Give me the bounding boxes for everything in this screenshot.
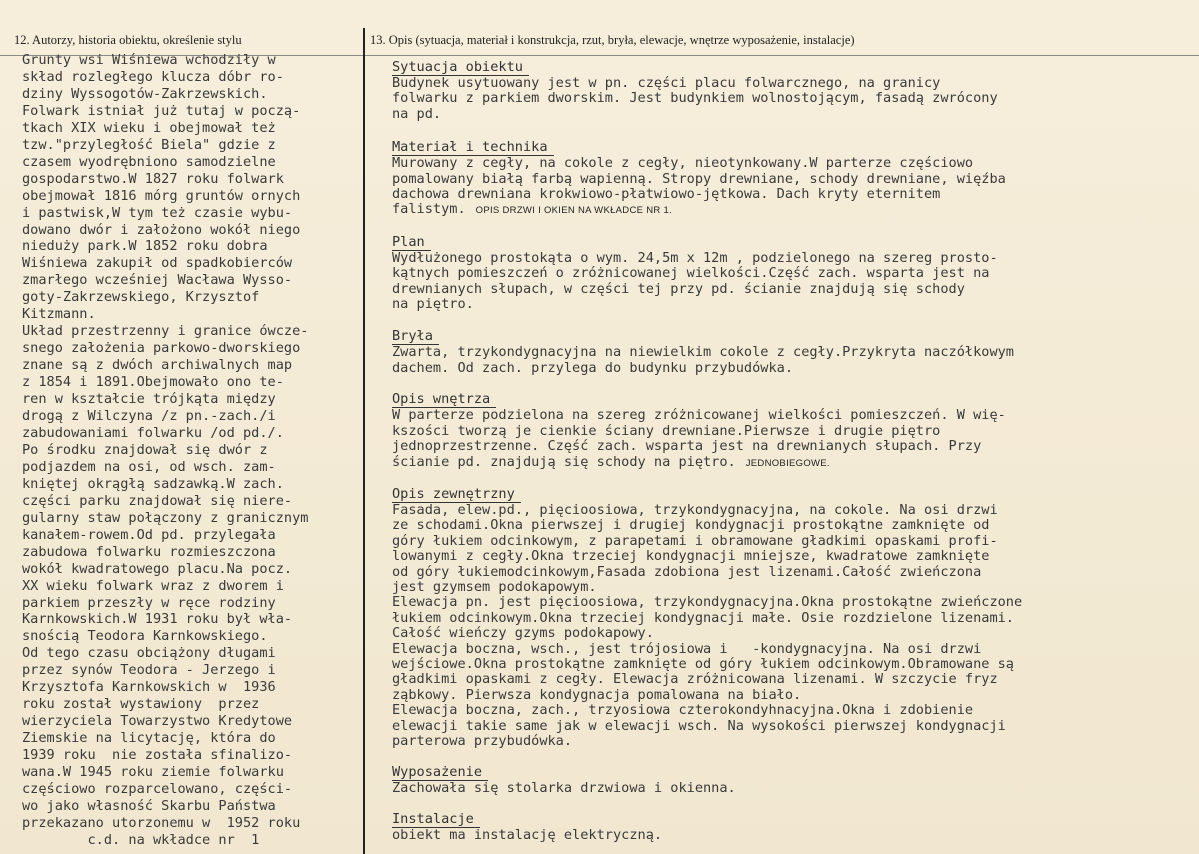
section-line — [392, 439, 1192, 454]
section-3 — [392, 325, 1192, 376]
section-line-text: gładkimi opaskami z cegły. Elewacja zróżnicowana lizenami. W szczycie fryz — [392, 671, 998, 688]
section-line — [392, 345, 1192, 360]
history-line: Kitzmann. — [22, 306, 96, 323]
history-line: części parku znajdował się niere- — [22, 492, 293, 509]
section-body — [392, 251, 1192, 313]
history-line: XX wieku folwark wraz z dworem i — [22, 577, 284, 594]
section-line-text: wejściowe.Okna prostokątne zamknięte od góry łukiem odcinkowym.Obramowane są — [392, 655, 1014, 672]
history-line: wo jako własność Skarbu Państwa — [22, 797, 276, 814]
section-line-text: kątnych pomieszczeń o zróżnicowanej wielkości.Część zach. wsparta jest na — [392, 265, 990, 282]
section-title: Sytuacja obiektu — [392, 60, 529, 76]
section-title: Materiał i technika — [392, 140, 554, 156]
section-line — [392, 626, 1192, 641]
section-line — [392, 734, 1192, 749]
section-line — [392, 202, 1192, 218]
section-line — [392, 187, 1192, 202]
history-line: zmarłego wcześniej Wacława Wysso- — [22, 272, 293, 289]
section-line — [392, 534, 1192, 549]
history-line: Po środku znajdował się dwór z — [22, 441, 268, 458]
section-title: Bryła — [392, 329, 439, 345]
section-7 — [392, 808, 1192, 843]
history-line: Karnkowskich.W 1931 roku był wła- — [22, 611, 293, 628]
history-line: gularny staw połączony z granicznym — [22, 509, 309, 526]
section-2 — [392, 231, 1192, 313]
section-body — [392, 156, 1192, 219]
history-line: tzw."przyległość Biela" gdzie z — [22, 136, 276, 153]
section-line-text: pomalowany białą farbą wapienną. Stropy drewniane, schody drewniane, więźba — [392, 170, 1006, 187]
section-line — [392, 828, 1192, 843]
section-line-text: W parterze podzielona na szereg zróżnicowanej wielkości pomieszczeń. W wię- — [392, 407, 1006, 424]
section-line-text: Całość wieńczy gzyms podokapowy. — [392, 625, 654, 642]
section-line-text: Zachowała się stolarka drzwiowa i okienna. — [392, 780, 736, 797]
handwritten-note: JEDNOBIEGOWE. — [745, 457, 830, 469]
section-line-text: ze schodami.Okna pierwszej i drugiej kondygnacji prostokątne zamknięte od — [392, 517, 990, 534]
section-line — [392, 76, 1192, 91]
section-line-text: Murowany z cegły, na cokole z cegły, nieotynkowany.W parterze częściowo — [392, 155, 974, 172]
section-line-text: góry łukiem odcinkowym, z parapetami i obramowane gładkimi opaskami profi- — [392, 532, 998, 549]
section-title: Wyposażenie — [392, 765, 488, 781]
section-line-text: dachowa drewniana krokwiowo-płatwiowo-jętkowa. Dach kryty eternitem — [392, 186, 941, 203]
history-line: przekazano utorzonemu w 1952 roku — [22, 814, 301, 831]
section-line — [392, 91, 1192, 106]
section-line — [392, 172, 1192, 187]
history-line: kanałem-rowem.Od pd. przylegała — [22, 526, 276, 543]
section-line-text: Budynek usytuowany jest w pn. części placu folwarcznego, na granicy — [392, 75, 941, 91]
field-12-header: 12. Autorzy, historia obiektu, określenie stylu — [14, 33, 242, 47]
section-line-text: dachem. Od zach. przylega do budynku przybudówka. — [392, 359, 794, 376]
section-line — [392, 503, 1192, 518]
section-line-text: od góry łukiemodcinkowym,Fasada zdobiona jest lizenami.Całość zwieńczona — [392, 563, 982, 580]
history-line: wana.W 1945 roku ziemie folwarku — [22, 764, 284, 781]
section-4 — [392, 388, 1192, 471]
history-line: gospodarstwo.W 1827 roku folwark — [22, 170, 284, 187]
section-line-text: elewacji takie same jak w elewacji wsch. Na wysokości pierwszej kondygnacji — [392, 717, 1006, 734]
section-line — [392, 688, 1192, 703]
section-body — [392, 345, 1192, 376]
handwritten-note: OPIS DRZWI I OKIEN NA WKŁADCE NR 1. — [475, 205, 672, 217]
section-line-text: ścianie pd. znajdują się schody na piętro. — [392, 453, 736, 470]
section-line — [392, 781, 1192, 796]
section-line-text: Elewacja boczna, wsch., jest trójosiowa i -kondygnacyjna. Na osi drzwi — [392, 640, 982, 657]
history-line: goty-Zakrzewskiego, Krzysztof — [22, 289, 260, 306]
history-line: Folwark istniał już tutaj w począ- — [22, 102, 301, 119]
history-line: drogą z Wilczyna /z pn.-zach./i — [22, 408, 276, 425]
history-line: snego założenia parkowo-dworskiego — [22, 340, 301, 357]
section-line — [392, 657, 1192, 672]
section-body — [392, 408, 1192, 471]
section-0 — [392, 56, 1192, 122]
history-line: dowano dwór i założono wokół niego — [22, 221, 301, 238]
history-line: wierzyciela Towarzystwo Kredytowe — [22, 713, 293, 730]
section-body — [392, 781, 1192, 796]
history-line: przez synów Teodora - Jerzego i — [22, 662, 276, 679]
section-5 — [392, 483, 1192, 750]
section-line — [392, 424, 1192, 439]
history-text-column — [22, 52, 362, 849]
section-line-text: na pd. — [392, 105, 442, 122]
section-body — [392, 76, 1192, 122]
section-line — [392, 282, 1192, 297]
section-title: Instalacje — [392, 812, 480, 828]
history-line: kniętej okrągłą sadzawką.W zach. — [22, 475, 284, 492]
history-line: z 1854 i 1891.Obejmowało ono te- — [22, 374, 284, 391]
section-line — [392, 107, 1192, 122]
section-line — [392, 642, 1192, 657]
section-line — [392, 549, 1192, 564]
section-line — [392, 580, 1192, 595]
section-title: Plan — [392, 235, 431, 251]
field-13-header: 13. Opis (sytuacja, materiał i konstrukcja, rzut, bryła, elewacje, wnętrze wyposażenie, instalacje) — [370, 33, 855, 47]
section-line-text: ząbkowy. Pierwsza kondygnacja pomalowana na biało. — [392, 686, 802, 703]
section-line-text: obiekt ma instalację elektryczną. — [392, 826, 663, 843]
section-line — [392, 518, 1192, 533]
section-line-text: na piętro. — [392, 296, 474, 313]
section-line-text: łukiem odcinkowym.Okna trzeciej kondygnacji małe. Osie rozdzielone lizenami. — [392, 609, 1014, 626]
history-line: parkiem przeszły w ręce rodziny — [22, 594, 276, 611]
section-line — [392, 156, 1192, 171]
history-line: dziny Wyssogotów-Zakrzewskich. — [22, 85, 268, 102]
section-line-text: Elewacja boczna, zach., trzyosiowa czterokondyhnacyjna.Okna i zdobienie — [392, 702, 974, 719]
history-line: wokół kwadratowego placu.Na pocz. — [22, 560, 293, 577]
section-line — [392, 672, 1192, 687]
section-line — [392, 719, 1192, 734]
history-line: roku został wystawiony przez — [22, 696, 260, 713]
history-line: snością Teodora Karnkowskiego. — [22, 628, 268, 645]
history-line: 1939 roku nie została sfinalizo- — [22, 747, 293, 764]
section-line-text: drewnianych słupach, w części tej przy pd. ścianie znajdują się schody — [392, 280, 965, 297]
description-column — [392, 56, 1192, 843]
section-line — [392, 251, 1192, 266]
section-line-text: Elewacja pn. jest pięcioosiowa, trzykondygnacyjna.Okna prostokątne zwieńczone — [392, 594, 1023, 611]
section-line — [392, 611, 1192, 626]
section-line-text: Zwarta, trzykondygnacyjna na niewielkim cokole z cegły.Przykryta naczółkowym — [392, 344, 1014, 361]
history-line: czasem wyodrębniono samodzielne — [22, 153, 276, 170]
section-line-text: parterowa przybudówka. — [392, 733, 573, 749]
section-title: Opis zewnętrzny — [392, 487, 521, 503]
section-line — [392, 361, 1192, 376]
history-line: Krzysztofa Karnkowskich w 1936 — [22, 679, 276, 696]
section-line — [392, 408, 1192, 423]
section-line-text: Fasada, elew.pd., pięcioosiowa, trzykondygnacyjna, na cokole. Na osi drzwi — [392, 501, 998, 518]
section-6 — [392, 761, 1192, 796]
section-line — [392, 565, 1192, 580]
history-line: częściowo rozparcelowano, części- — [22, 780, 293, 797]
section-line-text: kszości tworzą je cienkie ściany drewniane.Pierwsze i drugie piętro — [392, 422, 941, 439]
history-line: Ziemskie na licytację, która do — [22, 730, 276, 747]
section-title: Opis wnętrza — [392, 392, 496, 408]
history-line: tkach XIX wieku i obejmował też — [22, 119, 276, 136]
section-line — [392, 595, 1192, 610]
history-line: Wiśniewa zakupił od spadkobierców — [22, 255, 293, 272]
history-line: podjazdem na osi, od wsch. zam- — [22, 458, 276, 475]
history-line: ren w kształcie trójkąta między — [22, 391, 276, 408]
section-line-text: jednoprzestrzenne. Część zach. wsparta jest na drewnianych słupach. Przy — [392, 438, 982, 455]
section-line-text: lowanymi z cegły.Okna trzeciej kondygnacji mniejsze, kwadratowe zamknięte — [392, 548, 990, 565]
history-line: c.d. na wkładce nr 1 — [22, 831, 260, 848]
section-body — [392, 828, 1192, 843]
section-body — [392, 503, 1192, 750]
history-line: Grunty wsi Wiśniewa wchodziły w — [22, 52, 276, 68]
section-line-text: Wydłużonego prostokąta o wym. 24,5m x 12m , podzielonego na szereg prosto- — [392, 249, 998, 266]
history-line: nieduży park.W 1852 roku dobra — [22, 238, 268, 255]
history-line: zabudowaniami folwarku /od pd./. — [22, 424, 284, 441]
history-line: i pastwisk,W tym też czasie wybu- — [22, 204, 293, 221]
history-line: zabudowa folwarku rozmieszczona — [22, 543, 276, 560]
section-line-text: falistym. — [392, 201, 466, 218]
history-line: Układ przestrzenny i granice ówcze- — [22, 323, 309, 340]
section-line-text: jest gzymsem podokapowym. — [392, 578, 597, 595]
section-1 — [392, 136, 1192, 219]
section-line — [392, 266, 1192, 281]
section-line — [392, 703, 1192, 718]
history-line: obejmował 1816 mórg gruntów ornych — [22, 187, 301, 204]
history-line: Od tego czasu obciążony długami — [22, 645, 276, 662]
history-line: znane są z dwóch archiwalnych map — [22, 357, 293, 374]
section-line — [392, 297, 1192, 312]
column-divider — [363, 28, 365, 854]
history-line: skład rozległego klucza dóbr ro- — [22, 68, 284, 85]
section-line — [392, 455, 1192, 471]
section-line-text: folwarku z parkiem dworskim. Jest budynkiem wolnostojącym, fasadą zwrócony — [392, 90, 998, 107]
